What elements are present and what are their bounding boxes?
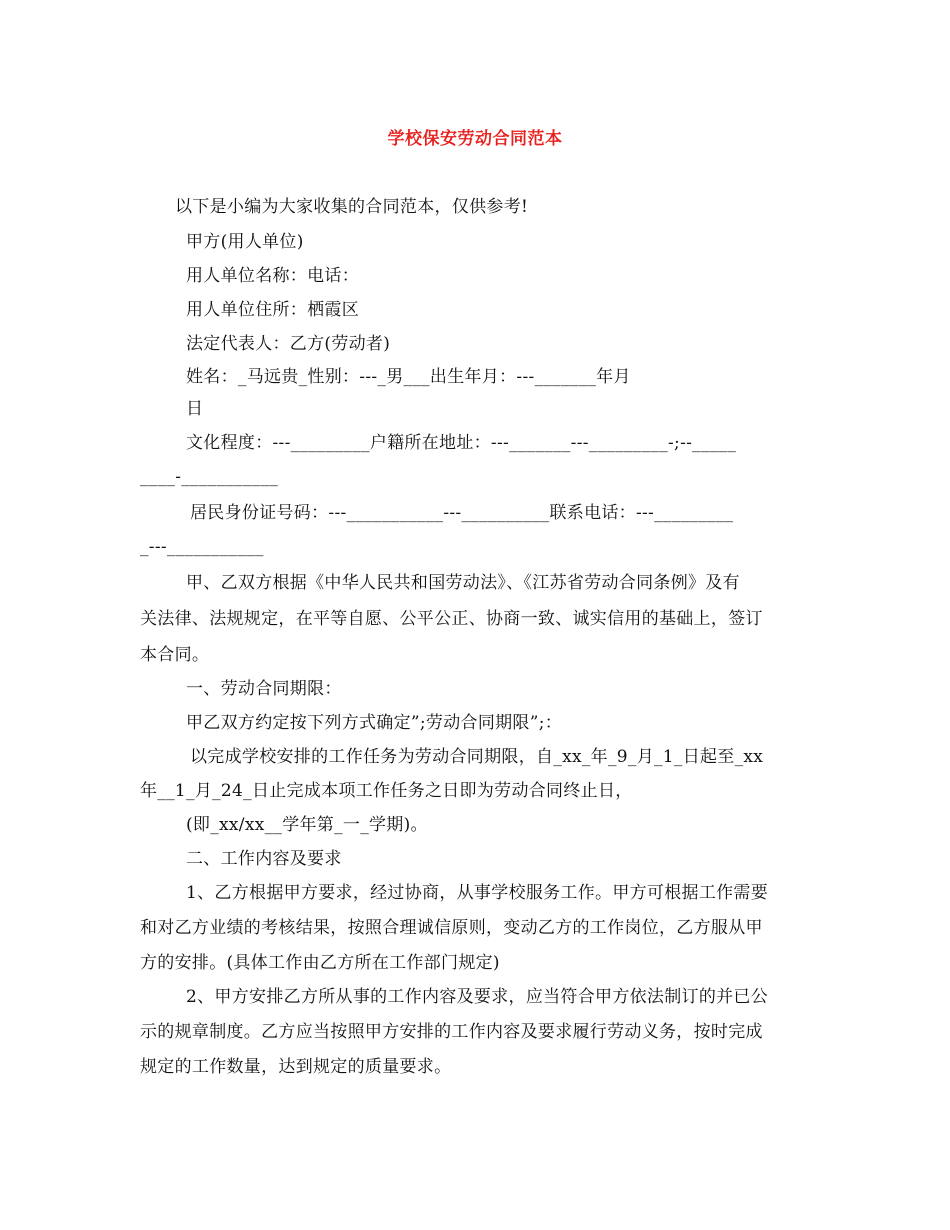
id-phone-cont-line: _---___________ xyxy=(140,537,264,557)
clause-2-line-2: 示的规章制度。乙方应当按照甲方安排的工作内容及要求履行劳动义务，按时完成 xyxy=(140,1022,763,1042)
term-semester-line: (即_xx/xx__学年第_一_学期)。 xyxy=(186,815,428,835)
intro-line: 以下是小编为大家收集的合同范本，仅供参考! xyxy=(175,197,529,217)
clause-2-line-1: 2、甲方安排乙方所从事的工作内容及要求，应当符合甲方依法制订的并已公 xyxy=(186,987,769,1007)
birth-day-line: 日 xyxy=(186,399,204,419)
section-2-heading: 二、工作内容及要求 xyxy=(186,849,342,869)
term-detail-line-2: 年__1_月_24_日止完成本项工作任务之日即为劳动合同终止日， xyxy=(140,781,633,801)
name-gender-birth-line: 姓名：_马远贵_性别：---_男___出生年月：---_______年月 xyxy=(186,367,631,387)
document-title: 学校保安劳动合同范本 xyxy=(387,129,563,149)
legal-rep-line: 法定代表人：乙方(劳动者) xyxy=(186,334,391,354)
preamble-line-1: 甲、乙双方根据《中华人民共和国劳动法》、《江苏省劳动合同条例》及有 xyxy=(186,573,740,593)
clause-1-line-1: 1、乙方根据甲方要求，经过协商，从事学校服务工作。甲方可根据工作需要 xyxy=(186,883,769,903)
term-method-line: 甲乙双方约定按下列方式确定”;劳动合同期限”;： xyxy=(186,713,563,733)
education-address-cont-line: ____-___________ xyxy=(140,467,279,487)
clause-2-line-3: 规定的工作数量，达到规定的质量要求。 xyxy=(140,1057,452,1077)
clause-1-line-2: 和对乙方业绩的考核结果，按照合理诚信原则，变动乙方的工作岗位，乙方服从甲 xyxy=(140,918,763,938)
id-phone-line: 居民身份证号码：---___________---__________联系电话：---_________ xyxy=(190,503,734,523)
employer-address-line: 用人单位住所：栖霞区 xyxy=(186,300,359,320)
party-a-heading: 甲方(用人单位) xyxy=(186,232,304,252)
education-address-line: 文化程度：---_________户籍所在地址：---_______---_________-;--_____ xyxy=(186,433,737,453)
section-1-heading: 一、劳动合同期限： xyxy=(186,679,342,699)
preamble-line-2: 关法律、法规规定，在平等自愿、公平公正、协商一致、诚实信用的基础上，签订 xyxy=(140,609,763,629)
clause-1-line-3: 方的安排。(具体工作由乙方所在工作部门规定) xyxy=(140,953,500,973)
employer-name-line: 用人单位名称：电话： xyxy=(186,266,359,286)
preamble-line-3: 本合同。 xyxy=(140,645,210,665)
term-detail-line-1: 以完成学校安排的工作任务为劳动合同期限，自_xx_年_9_月_1_日起至_xx xyxy=(190,747,764,767)
